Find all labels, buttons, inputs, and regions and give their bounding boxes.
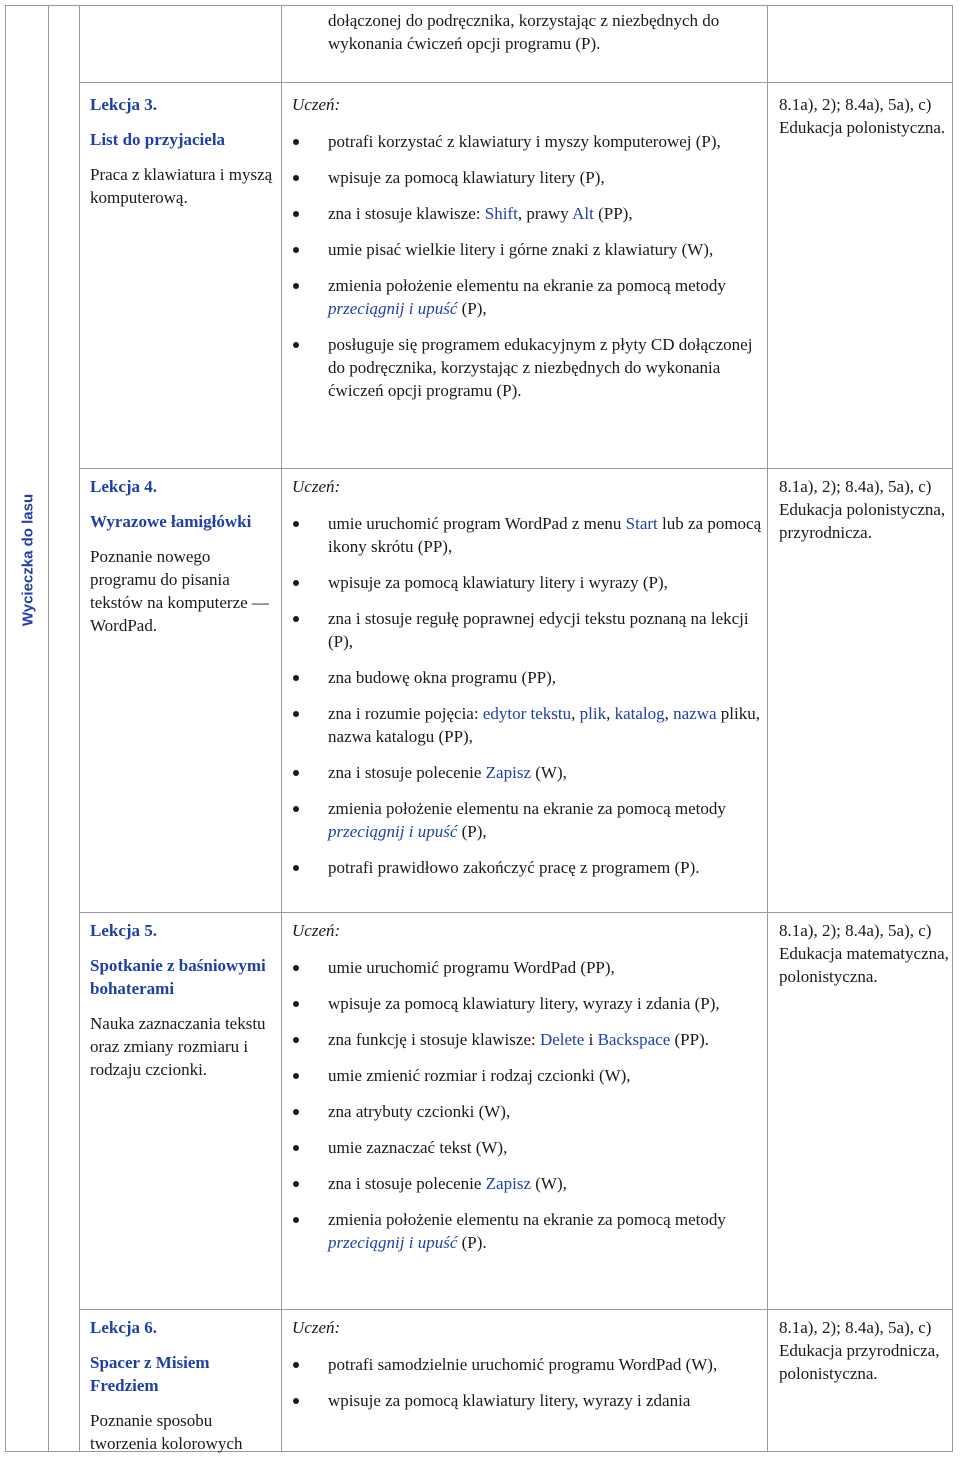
related-subjects: Edukacja polonistyczna, przyrodnicza. <box>779 500 946 542</box>
objective-item: zna i stosuje polecenie Zapisz (W), <box>292 1172 762 1195</box>
objective-item: potrafi samodzielnie uruchomić programu WordPad (W), <box>292 1353 762 1376</box>
section-label-text: Wycieczka do lasu <box>19 493 37 627</box>
student-label: Uczeń: <box>292 1318 341 1337</box>
continuation-text: dołączonej do podręcznika, korzystając z niezbędnych do wykonania ćwiczeń opcji programu (P). <box>328 11 720 53</box>
curriculum-reference <box>779 475 949 544</box>
reference-codes: 8.1a), 2); 8.4a), 5a), c) <box>779 95 932 114</box>
column-divider <box>281 5 282 1452</box>
objective-item: potrafi korzystać z klawiatury i myszy komputerowej (P), <box>292 130 762 153</box>
curriculum-reference <box>779 1316 949 1385</box>
lesson-title: List do przyjaciela <box>90 130 226 149</box>
lesson-objectives <box>292 919 762 1267</box>
lesson-objectives <box>292 475 762 892</box>
objective-item: zmienia położenie elementu na ekranie za pomocą metody przeciągnij i upuść (P), <box>292 797 762 843</box>
objective-item: zna atrybuty czcionki (W), <box>292 1100 762 1123</box>
curriculum-reference <box>779 919 949 988</box>
objective-item: zna i stosuje polecenie Zapisz (W), <box>292 761 762 784</box>
row-divider <box>79 82 953 83</box>
lesson-title: Spotkanie z baśniowymi bohaterami <box>90 956 266 998</box>
lesson-info <box>90 919 280 1081</box>
objective-item: wpisuje za pomocą klawiatury litery (P), <box>292 166 762 189</box>
reference-codes: 8.1a), 2); 8.4a), 5a), c) <box>779 477 932 496</box>
objective-item: umie pisać wielkie litery i górne znaki z klawiatury (W), <box>292 238 762 261</box>
objective-item: umie uruchomić programu WordPad (PP), <box>292 956 762 979</box>
student-label: Uczeń: <box>292 95 341 114</box>
lesson-objectives <box>292 1316 762 1425</box>
lesson-info <box>90 475 280 637</box>
column-divider <box>48 5 49 1452</box>
objective-item: zna i rozumie pojęcia: edytor tekstu, plik, katalog, nazwa pliku, nazwa katalogu (PP), <box>292 702 762 748</box>
lesson-info <box>90 93 280 209</box>
section-label <box>8 470 48 650</box>
related-subjects: Edukacja matematyczna, polonistyczna. <box>779 944 949 986</box>
student-label: Uczeń: <box>292 921 341 940</box>
row-divider <box>79 912 953 913</box>
objective-item: zna budowę okna programu (PP), <box>292 666 762 689</box>
row-divider <box>79 468 953 469</box>
objective-item: wpisuje za pomocą klawiatury litery, wyrazy i zdania <box>292 1389 762 1412</box>
objective-item: zna i stosuje klawisze: Shift, prawy Alt (PP), <box>292 202 762 225</box>
reference-codes: 8.1a), 2); 8.4a), 5a), c) <box>779 921 932 940</box>
lesson-info <box>90 1316 280 1455</box>
objective-item: zmienia położenie elementu na ekranie za pomocą metody przeciągnij i upuść (P). <box>292 1208 762 1254</box>
lesson-description: Poznanie sposobu tworzenia kolorowych <box>90 1411 243 1453</box>
column-divider <box>767 5 768 1452</box>
student-label: Uczeń: <box>292 477 341 496</box>
lesson-number: Lekcja 3. <box>90 95 158 114</box>
related-subjects: Edukacja polonistyczna. <box>779 118 946 137</box>
lesson-title: Wyrazowe łamigłówki <box>90 512 252 531</box>
objective-item: zmienia położenie elementu na ekranie za pomocą metody przeciągnij i upuść (P), <box>292 274 762 320</box>
column-divider <box>79 5 80 1452</box>
objective-item: wpisuje za pomocą klawiatury litery i wyrazy (P), <box>292 571 762 594</box>
objective-item: wpisuje za pomocą klawiatury litery, wyrazy i zdania (P), <box>292 992 762 1015</box>
lesson-title: Spacer z Misiem Fredziem <box>90 1353 210 1395</box>
lesson-number: Lekcja 6. <box>90 1318 158 1337</box>
objective-item: umie uruchomić program WordPad z menu Start lub za pomocą ikony skrótu (PP), <box>292 512 762 558</box>
objective-item: posługuje się programem edukacyjnym z płyty CD dołączonej do podręcznika, korzystając z niezbędnych do wykonania ćwiczeń opcji programu (P). <box>292 333 762 402</box>
objective-item: umie zaznaczać tekst (W), <box>292 1136 762 1159</box>
objective-item: zna i stosuje regułę poprawnej edycji tekstu poznaną na lekcji (P), <box>292 607 762 653</box>
lesson-description: Praca z klawiatura i myszą komputerową. <box>90 165 273 207</box>
row-divider <box>79 1309 953 1310</box>
objective-item: zna funkcję i stosuje klawisze: Delete i Backspace (PP). <box>292 1028 762 1051</box>
objective-item: umie zmienić rozmiar i rodzaj czcionki (W), <box>292 1064 762 1087</box>
lesson-description: Poznanie nowego programu do pisania tekstów na komputerze — WordPad. <box>90 547 269 635</box>
lesson-number: Lekcja 5. <box>90 921 158 940</box>
lesson-description: Nauka zaznaczania tekstu oraz zmiany rozmiaru i rodzaju czcionki. <box>90 1014 266 1079</box>
curriculum-reference <box>779 93 949 139</box>
lesson-objectives <box>292 93 762 415</box>
reference-codes: 8.1a), 2); 8.4a), 5a), c) <box>779 1318 932 1337</box>
objective-item: potrafi prawidłowo zakończyć pracę z programem (P). <box>292 856 762 879</box>
related-subjects: Edukacja przyrodnicza, polonistyczna. <box>779 1341 940 1383</box>
lesson-number: Lekcja 4. <box>90 477 158 496</box>
